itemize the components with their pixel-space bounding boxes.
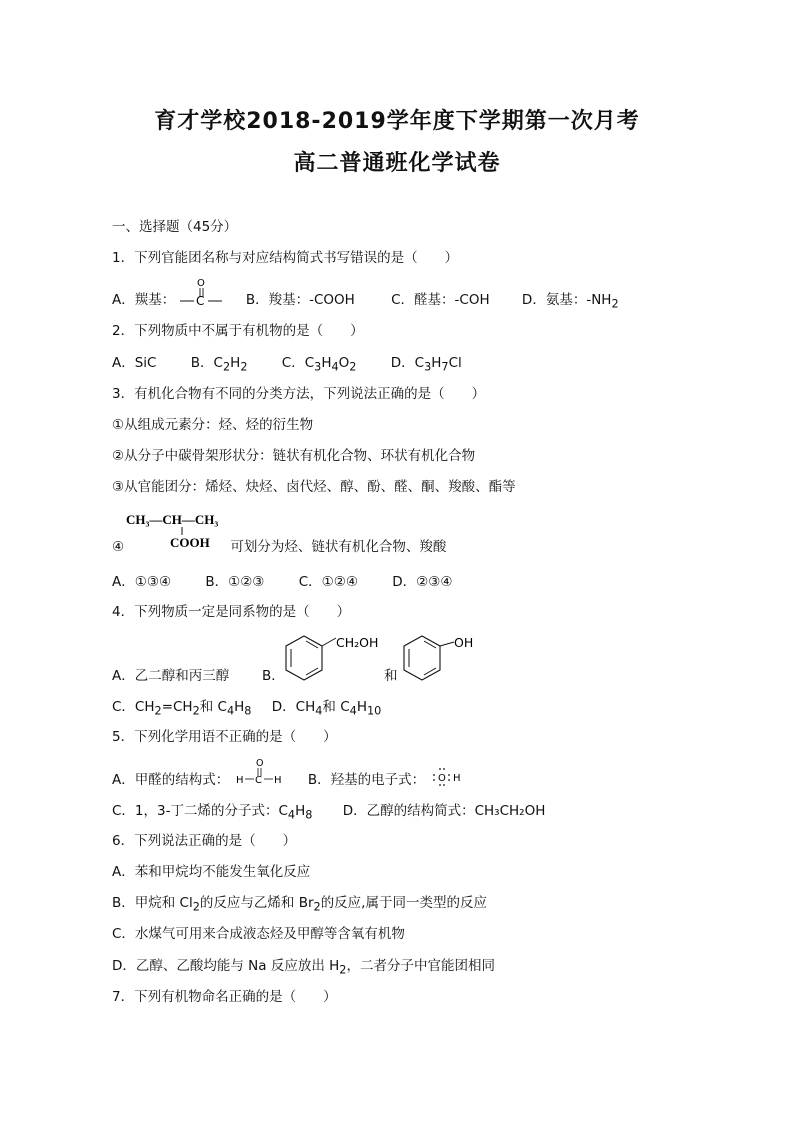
q2-b-3: H [230, 355, 241, 371]
q4-options-cd [112, 698, 381, 721]
q6-b-4: 2 [313, 900, 321, 914]
q2-options [112, 354, 462, 377]
q5-c-2: 4 [287, 808, 296, 822]
formaldehyde-c: C [254, 775, 262, 786]
q4-d-2: 4 [315, 704, 323, 718]
q6-stem: 6．下列说法正确的是（ ） [112, 833, 297, 849]
q4-option-d [272, 698, 382, 721]
formaldehyde-h-right: H [273, 775, 282, 786]
q1-option-d-text: D．氨基：-NH [521, 292, 612, 308]
q5-options-cd [112, 802, 545, 825]
q7-stem: 7．下列有机物命名正确的是（ ） [112, 989, 337, 1005]
q2-d-2: 3 [424, 360, 432, 374]
hydroxyl-electron-structure [429, 771, 469, 789]
q1-option-d-sub: 2 [611, 297, 619, 311]
q2-c-3: H [321, 355, 332, 371]
q6-option-a: A．苯和甲烷均不能发生氧化反应 [112, 864, 311, 880]
q4-d-4: 4 [349, 704, 357, 718]
q5-c-1: C．1，3-丁二烯的分子式：C [112, 803, 288, 819]
q1-option-c: C．醛基：-COH [391, 292, 490, 308]
mol-top-text: CH₃—CH—CH₃ [126, 512, 219, 527]
q4-c-3: =CH [161, 699, 193, 715]
q2-c-6: 2 [349, 360, 357, 374]
q3-option-a: A．①③④ [112, 574, 172, 590]
q2-c-5: O [338, 355, 350, 371]
q4-c-2: 2 [154, 704, 162, 718]
q2-option-b [191, 354, 248, 377]
carbonyl-structure [180, 278, 224, 309]
q2-stem: 2．下列物质中不属于有机物的是（ ） [112, 323, 364, 339]
q6-option-b [112, 894, 487, 917]
q6-b-3: 的反应与乙烯和 Br [199, 895, 314, 911]
q2-d-4: 7 [441, 360, 449, 374]
exam-title: 育才学校2018-2019学年度下学期第一次月考 [154, 109, 640, 134]
q4-c-8: 8 [244, 704, 252, 718]
hydroxyl-o: O [438, 773, 447, 784]
q4-option-b-label: B． [262, 668, 285, 684]
q5-option-a-label: A．甲醛的结构式： [112, 772, 230, 788]
q2-option-a: A．SiC [112, 355, 157, 371]
q1-options [112, 278, 619, 314]
q5-option-c [112, 802, 312, 825]
q4-d-3: 和 C [322, 699, 350, 715]
q6-d-2: 2 [339, 963, 347, 977]
q4-d-1: D．CH [271, 699, 316, 715]
q3-statement-4-text: 可划分为烃、链状有机化合物、羧酸 [230, 539, 447, 555]
q4-and: 和 [384, 668, 398, 684]
q2-option-c [282, 354, 357, 377]
q2-b-2: 2 [222, 360, 231, 374]
q6-option-c: C．水煤气可用来合成液态烃及甲醇等含氧有机物 [112, 926, 405, 942]
q1-option-b: B．羧基：-COOH [245, 292, 355, 308]
q3-statement-4 [112, 538, 446, 556]
phenol-svg [402, 628, 482, 694]
mol-bottom-text: COOH [170, 535, 210, 550]
q5-stem: 5．下列化学用语不正确的是（ ） [112, 729, 337, 745]
q6-b-5: 的反应,属于同一类型的反应 [320, 895, 487, 911]
benzyl-alcohol-structure [284, 628, 394, 694]
q2-c-4: 4 [331, 360, 339, 374]
q6-d-1: D．乙醇、乙酸均能与 Na 反应放出 H [112, 958, 340, 974]
benzyl-alcohol-svg [284, 628, 394, 694]
hydroxyl-h: H [453, 773, 461, 784]
q3-option-b: B．①②③ [205, 574, 265, 590]
q4-c-1: C．CH [112, 699, 155, 715]
q4-c-5: 和 C [199, 699, 227, 715]
section-heading: 一、选择题（45分） [112, 219, 238, 235]
q2-d-3: H [431, 355, 442, 371]
benzyl-alcohol-label: CH₂OH [336, 635, 379, 650]
exam-subtitle: 高二普通班化学试卷 [293, 151, 501, 176]
q2-b-4: 2 [240, 360, 248, 374]
q5-option-b-label: B．羟基的电子式： [307, 772, 426, 788]
q5-c-3: H [295, 803, 306, 819]
q3-option-d: D．②③④ [392, 574, 453, 590]
q4-option-a: A．乙二醇和丙三醇 [112, 668, 230, 684]
q3-statement-1: ①从组成元素分：烃、烃的衍生物 [112, 417, 314, 433]
q4-c-6: 4 [226, 704, 235, 718]
q4-d-5: H [356, 699, 367, 715]
q2-option-d [391, 354, 462, 377]
phenol-label: OH [454, 635, 474, 650]
q4-stem: 4．下列物质一定是同系物的是（ ） [112, 604, 351, 620]
q5-options-ab [112, 758, 469, 789]
q2-d-5: Cl [448, 355, 462, 371]
q1-stem: 1．下列官能团名称与对应结构简式书写错误的是（ ） [112, 250, 459, 266]
q1-option-d [522, 291, 619, 314]
q5-option-d: D．乙醇的结构简式：CH₃CH₂OH [342, 803, 546, 819]
carbonyl-o-label: O [196, 278, 205, 289]
q5-c-4: 8 [305, 808, 313, 822]
q2-c-1: C．C [281, 355, 315, 371]
formaldehyde-h-left: H [235, 775, 244, 786]
q3-stem: 3．有机化合物有不同的分类方法，下列说法正确的是（ ） [112, 386, 486, 402]
q3-statement-4-num: ④ [112, 539, 125, 555]
q4-d-6: 10 [366, 704, 382, 718]
q3-option-c: C．①②④ [298, 574, 358, 590]
q6-b-1: B．甲烷和 Cl [112, 895, 193, 911]
q4-c-7: H [234, 699, 245, 715]
q3-options [112, 573, 452, 591]
q4-c-4: 2 [192, 704, 200, 718]
q4-option-c [112, 698, 251, 721]
formaldehyde-o: O [255, 758, 264, 769]
formaldehyde-structure [234, 758, 294, 789]
q1-option-a-label: A．羰基： [112, 292, 176, 308]
phenol-structure [402, 628, 482, 694]
q6-d-3: ，二者分子中官能团相同 [346, 958, 495, 974]
q3-statement-2: ②从分子中碳骨架形状分：链状有机化合物、环状有机化合物 [112, 448, 476, 464]
q6-option-d [112, 957, 495, 980]
carbonyl-c-label: C [195, 294, 204, 308]
q6-b-2: 2 [192, 900, 200, 914]
q2-b-1: B．C [190, 355, 223, 371]
q2-d-1: D．C [390, 355, 425, 371]
q3-statement-3: ③从官能团分：烯烃、炔烃、卤代烃、醇、酚、醛、酮、羧酸、酯等 [112, 479, 516, 495]
q2-c-2: 3 [314, 360, 322, 374]
